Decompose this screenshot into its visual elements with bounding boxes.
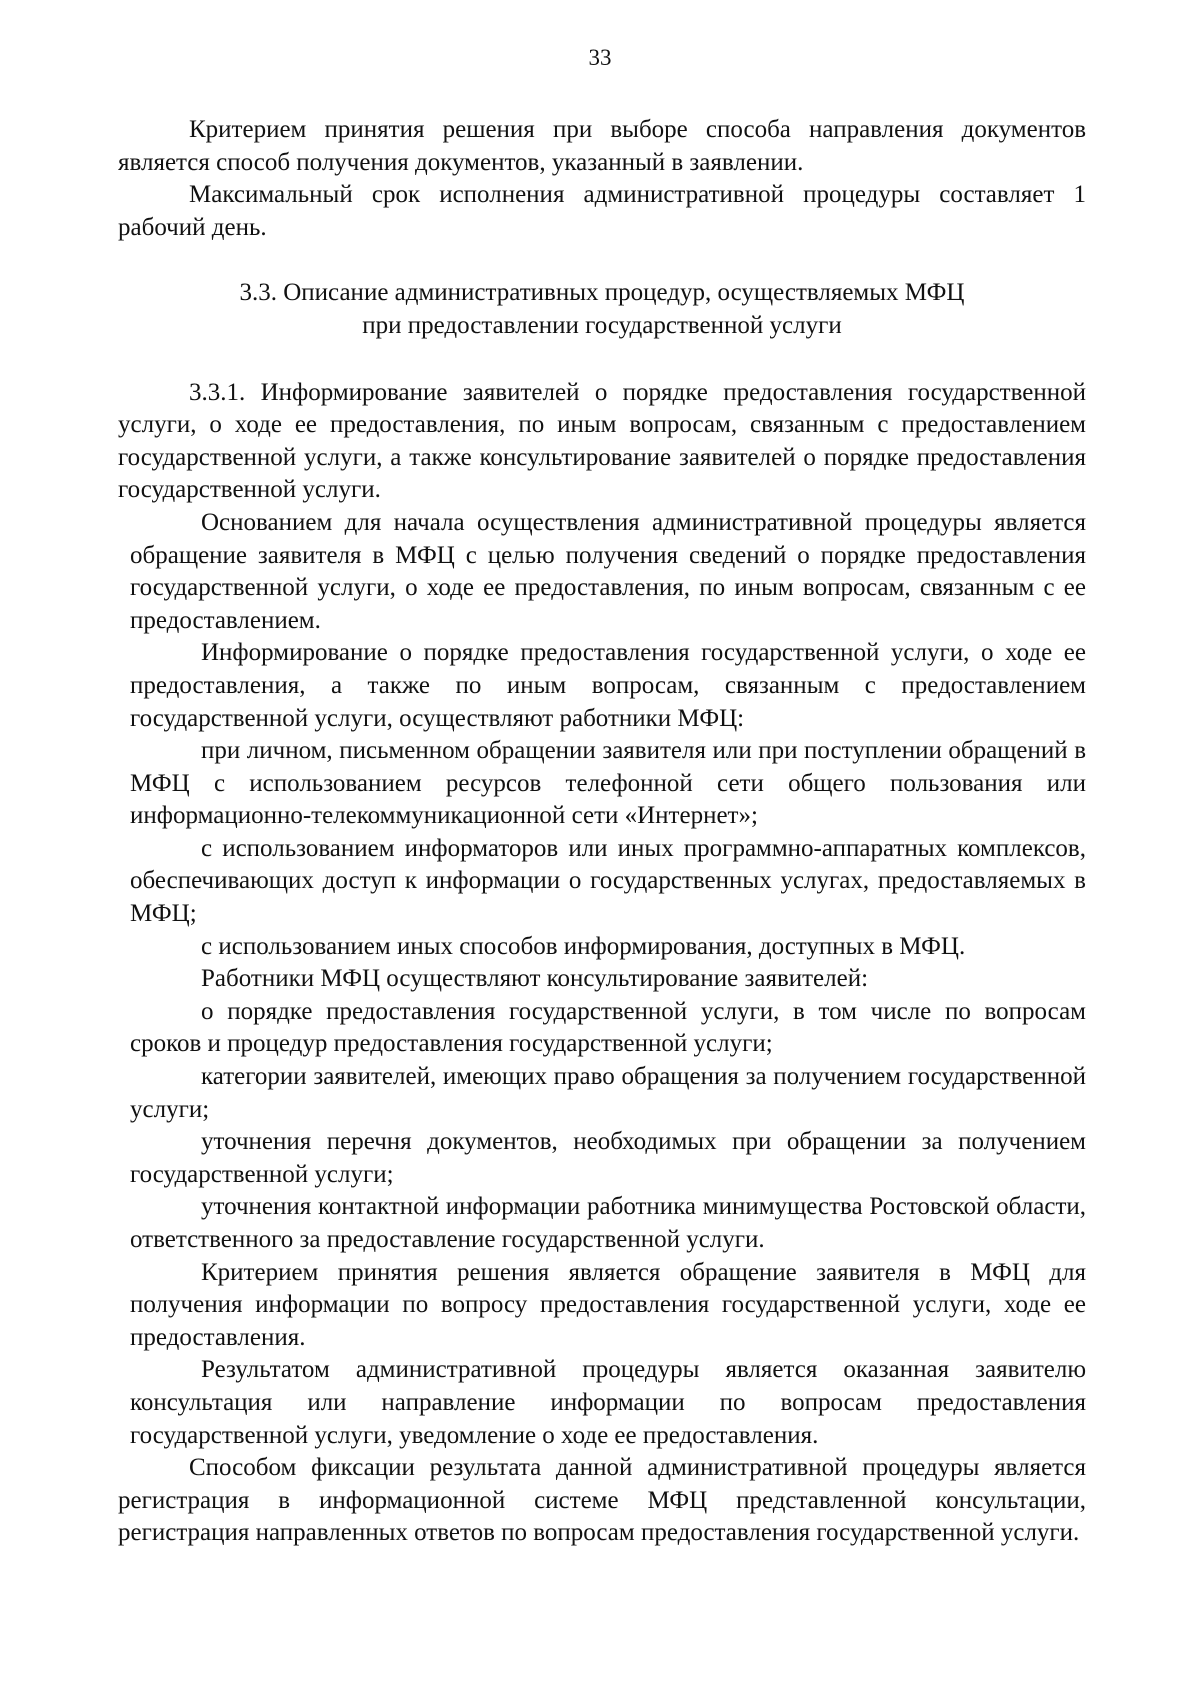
page-number: 33	[588, 45, 612, 70]
paragraph-max-term: Максимальный срок исполнения административной процедуры составляет 1 рабочий день.	[118, 181, 1086, 241]
list-item-informators: с использованием информаторов или иных программно-аппаратных комплексов, обеспечивающих доступ к информации о государственных услугах, предоставляемых в МФЦ;	[130, 834, 1086, 928]
section-heading-line-1: 3.3. Описание административных процедур, осуществляемых МФЦ	[239, 279, 965, 307]
paragraph-criterion-delivery: Критерием принятия решения при выборе способа направления документов является способ получения документов, указанный в заявлении.	[118, 116, 1086, 176]
paragraph-3-3-1: 3.3.1. Информирование заявителей о порядке предоставления государственной услуги, о ходе ее предоставления, по иным вопросам, связанным с предоставлением государственной услуги, а также консультирование заявителей о порядке предоставления государственной услуги.	[118, 378, 1086, 504]
paragraph-fixation: Способом фиксации результата данной административной процедуры является регистрация в информационной системе МФЦ представленной консультации, регистрация направленных ответов по вопросам предоставления государственной услуги.	[118, 1454, 1086, 1547]
paragraph-decision-criterion: Критерием принятия решения является обращение заявителя в МФЦ для получения информации по вопросу предоставления государственной услуги, ходе ее предоставления.	[130, 1258, 1086, 1351]
paragraph-result: Результатом административной процедуры является оказанная заявителю консультация или направление информации по вопросам предоставления государственной услуги, уведомление о ходе ее предоставления.	[130, 1356, 1086, 1449]
list-item-documents-list: уточнения перечня документов, необходимых при обращении за получением государственной услуги;	[130, 1128, 1086, 1188]
paragraph-basis: Основанием для начала осуществления административной процедуры является обращение заявителя в МФЦ с целью получения сведений о порядке предоставления государственной услуги, о ходе ее предоставления, по иным вопросам, связанным с ее предоставлением.	[130, 508, 1086, 634]
list-item-personal-request: при личном, письменном обращении заявителя или при поступлении обращений в МФЦ с использованием ресурсов телефонной сети общего пользования или информационно-телекоммуникационной сети «Интернет»;	[130, 737, 1086, 830]
document-body	[118, 114, 1086, 1550]
paragraph-informing: Информирование о порядке предоставления государственной услуги, о ходе ее предоставления, а также по иным вопросам, связанным с предоставлением государственной услуги, осуществляют работники МФЦ:	[130, 639, 1086, 732]
list-item-other-methods: с использованием иных способов информирования, доступных в МФЦ.	[201, 932, 966, 960]
section-heading-line-2: при предоставлении государственной услуги	[362, 311, 842, 339]
list-item-applicant-categories: категории заявителей, имеющих право обращения за получением государственной услуги;	[130, 1063, 1086, 1123]
list-item-procedure: о порядке предоставления государственной услуги, в том числе по вопросам сроков и процедур предоставления государственной услуги;	[130, 997, 1086, 1058]
section-heading	[118, 277, 1086, 342]
paragraph-consulting: Работники МФЦ осуществляют консультирование заявителей:	[201, 965, 869, 993]
list-item-contact-info: уточнения контактной информации работника минимущества Ростовской области, ответственного за предоставление государственной услуги.	[130, 1193, 1086, 1253]
